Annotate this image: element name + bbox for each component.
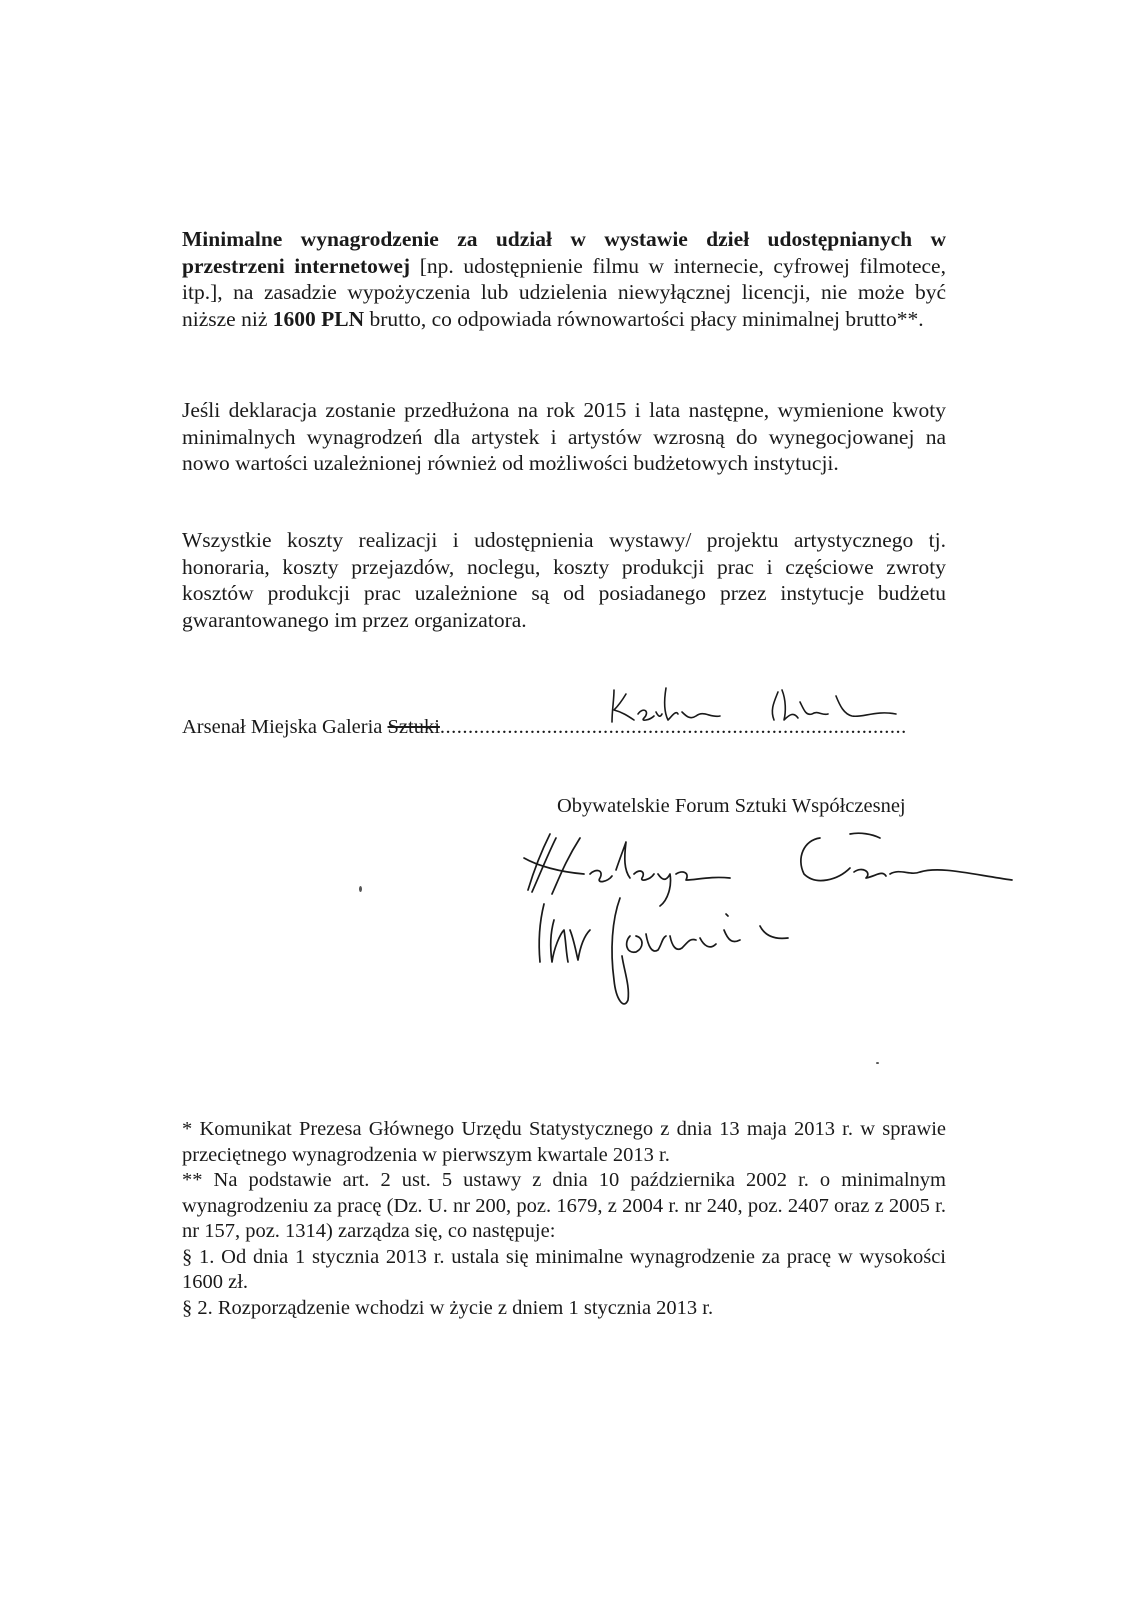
- paragraph-extension: [182, 397, 946, 477]
- signatory-ofsw: Obywatelskie Forum Sztuki Współczesnej: [557, 795, 906, 817]
- signatory-arsenal: Arsenał Miejska Galeria: [182, 716, 388, 738]
- paragraph-costs: [182, 527, 946, 633]
- paragraph-bold-amount: 1600 PLN: [272, 306, 365, 331]
- handwritten-signature-jakubowicz: [520, 890, 820, 1020]
- paragraph-costs-text: Wszystkie koszty realizacji i udostępnienia wystawy/ projektu artystycznego tj. honoraria, koszty przejazdów, noclegu, koszty produkcji prac i częściowe zwroty kosztów produkcji prac uzależnione są od posiadanego przez instytucje budżetu gwarantowanego im przez organizatora.: [182, 528, 946, 632]
- paragraph-minimum-fee: [182, 226, 946, 332]
- paragraph-text-a: [np. udostępnienie filmu w internecie, cyfrowej filmotece, itp.], na zasadzie wypożyczenia lub udzielenia niewyłącznej licencji, nie może być niższe niż: [182, 253, 946, 331]
- handwritten-signature-arsenal: [600, 680, 920, 740]
- scan-speck: [876, 1062, 879, 1064]
- paragraph-extension-text: Jeśli deklaracja zostanie przedłużona na rok 2015 i lata następne, wymienione kwoty minimalnych wynagrodzeń dla artystek i artystów wzrosną do wynegocjowanej na nowo wartości uzależnionej również od możliwości budżetowych instytucji.: [182, 398, 946, 475]
- paragraph-bold-lead: Minimalne wynagrodzenie za udział w wystawie dzieł udostępnianych w przestrzeni internetowej: [182, 227, 946, 278]
- footnote-paragraph-2: § 2. Rozporządzenie wchodzi w życie z dniem 1 stycznia 2013 r.: [182, 1296, 714, 1319]
- signature-dots: ...................................................................................: [439, 716, 907, 738]
- paragraph-text-b: brutto, co odpowiada równowartości płacy minimalnej brutto**.: [364, 306, 924, 331]
- footnotes: [182, 1117, 946, 1321]
- footnote-paragraph-1: § 1. Od dnia 1 stycznia 2013 r. ustala się minimalne wynagrodzenie za pracę w wysokości 1600 zł.: [182, 1245, 946, 1293]
- struck-word: Sztuki: [387, 716, 440, 738]
- footnote-1: * Komunikat Prezesa Głównego Urzędu Statystycznego z dnia 13 maja 2013 r. w sprawie przeciętnego wynagrodzenia w pierwszym kwartale 2013 r.: [182, 1118, 946, 1166]
- paragraph-minimum-fee-text: [182, 226, 946, 332]
- footnote-2: ** Na podstawie art. 2 ust. 5 ustawy z dnia 10 października 2002 r. o minimalnym wynagrodzeniu za pracę (Dz. U. nr 200, poz. 1679, z 2004 r. nr 240, poz. 2407 oraz z 2005 r. nr 157, poz. 1314) zarządza się, co następuje:: [182, 1169, 946, 1242]
- scan-speck: [359, 886, 362, 892]
